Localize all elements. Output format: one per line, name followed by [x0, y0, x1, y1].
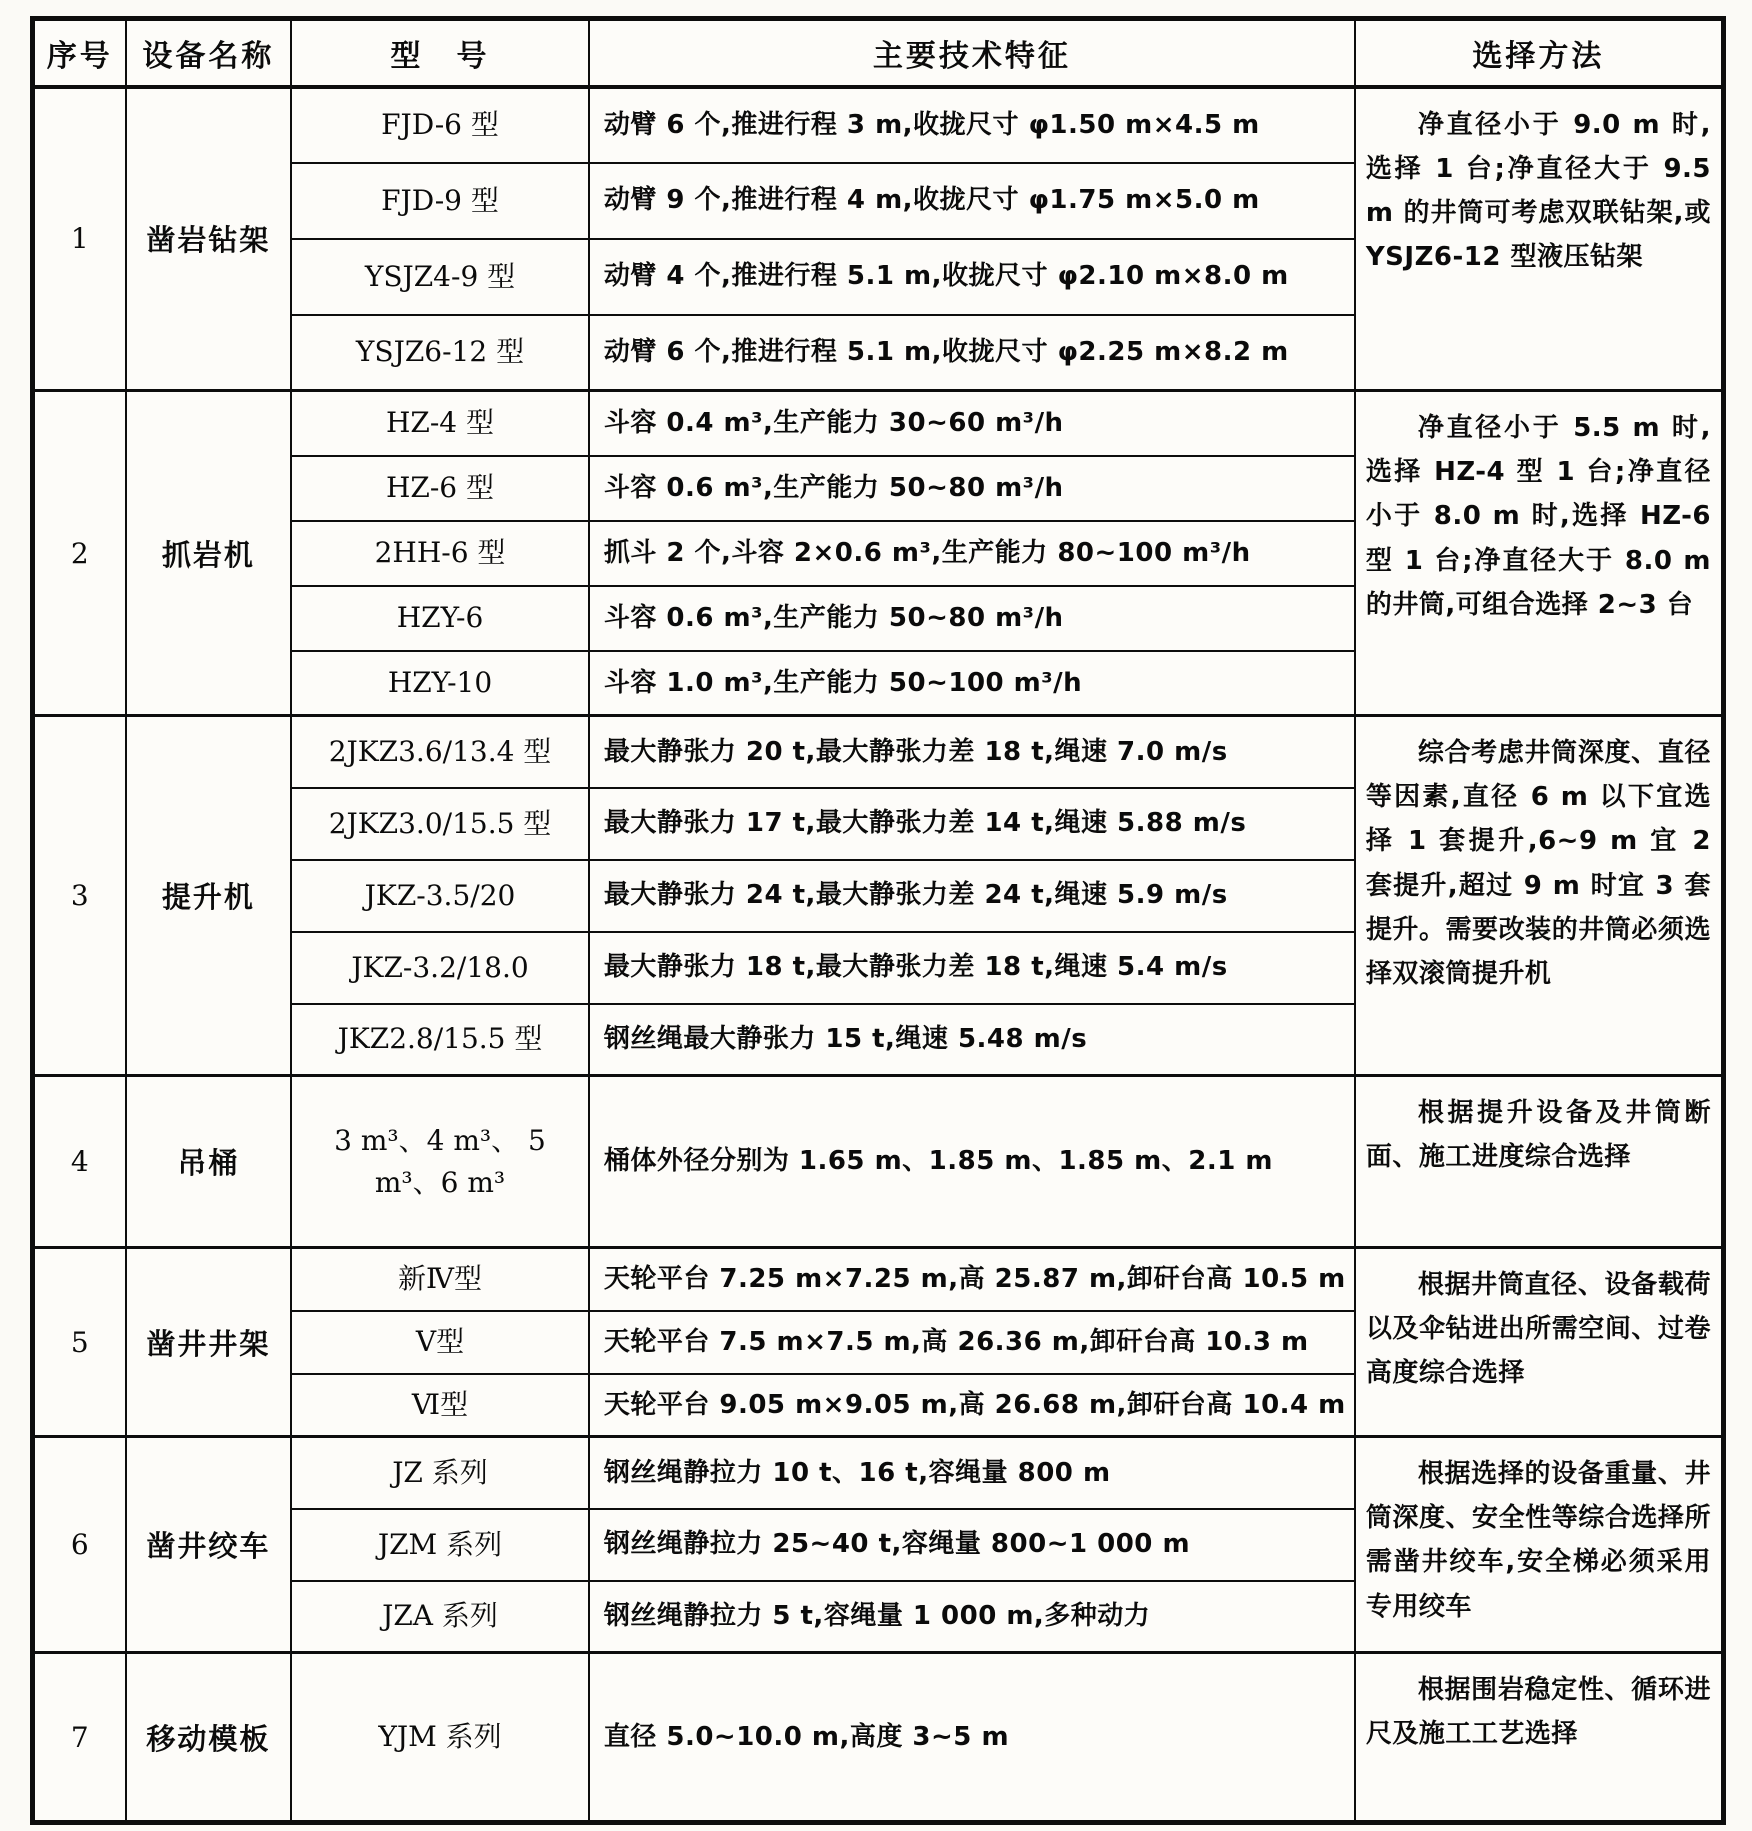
table-row [33, 87, 1724, 163]
model-cell: HZY-6 [291, 586, 589, 651]
method-cell: 根据选择的设备重量、井筒深度、安全性等综合选择所需凿井绞车,安全梯必须采用专用绞车 [1355, 1437, 1724, 1653]
seq-cell: 1 [33, 87, 126, 391]
table-row [33, 1653, 1724, 1823]
header-seq: 序号 [33, 19, 126, 87]
model-cell: JZ 系列 [291, 1437, 589, 1509]
model-cell: Ⅵ型 [291, 1374, 589, 1437]
method-cell: 综合考虑井筒深度、直径等因素,直径 6 m 以下宜选择 1 套提升,6~9 m 宜 2 套提升,超过 9 m 时宜 3 套提升。需要改装的井筒必须选择双滚筒提升机 [1355, 716, 1724, 1076]
model-cell: 2HH-6 型 [291, 521, 589, 586]
features-cell: 直径 5.0~10.0 m,高度 3~5 m [589, 1653, 1355, 1823]
model-cell: 2JKZ3.0/15.5 型 [291, 788, 589, 860]
features-cell: 斗容 1.0 m³,生产能力 50~100 m³/h [589, 651, 1355, 716]
table-row [33, 716, 1724, 788]
header-equipment-name: 设备名称 [126, 19, 292, 87]
model-cell: JKZ-3.5/20 [291, 860, 589, 932]
model-cell: YJM 系列 [291, 1653, 589, 1823]
features-cell: 斗容 0.6 m³,生产能力 50~80 m³/h [589, 456, 1355, 521]
model-cell: JZM 系列 [291, 1509, 589, 1581]
table-row [33, 391, 1724, 456]
features-cell: 天轮平台 9.05 m×9.05 m,高 26.68 m,卸矸台高 10.4 m [589, 1374, 1355, 1437]
equipment-name-cell: 提升机 [126, 716, 292, 1076]
features-cell: 钢丝绳静拉力 10 t、16 t,容绳量 800 m [589, 1437, 1355, 1509]
method-cell: 净直径小于 5.5 m 时,选择 HZ-4 型 1 台;净直径小于 8.0 m 时,选择 HZ-6 型 1 台;净直径大于 8.0 m 的井筒,可组合选择 2~3 台 [1355, 391, 1724, 716]
model-cell: FJD-9 型 [291, 163, 589, 239]
features-cell: 动臂 4 个,推进行程 5.1 m,收拢尺寸 φ2.10 m×8.0 m [589, 239, 1355, 315]
model-cell: YSJZ6-12 型 [291, 315, 589, 391]
features-cell: 斗容 0.6 m³,生产能力 50~80 m³/h [589, 586, 1355, 651]
model-cell: JKZ2.8/15.5 型 [291, 1004, 589, 1076]
table-row [33, 1076, 1724, 1248]
features-cell: 抓斗 2 个,斗容 2×0.6 m³,生产能力 80~100 m³/h [589, 521, 1355, 586]
seq-cell: 2 [33, 391, 126, 716]
features-cell: 钢丝绳最大静张力 15 t,绳速 5.48 m/s [589, 1004, 1355, 1076]
seq-cell: 5 [33, 1248, 126, 1437]
table-row [33, 1437, 1724, 1509]
method-cell: 根据提升设备及井筒断面、施工进度综合选择 [1355, 1076, 1724, 1248]
model-cell: 2JKZ3.6/13.4 型 [291, 716, 589, 788]
model-cell: HZ-4 型 [291, 391, 589, 456]
model-cell: JZA 系列 [291, 1581, 589, 1653]
method-cell: 根据井筒直径、设备载荷以及伞钻进出所需空间、过卷高度综合选择 [1355, 1248, 1724, 1437]
seq-cell: 4 [33, 1076, 126, 1248]
method-cell: 根据围岩稳定性、循环进尺及施工工艺选择 [1355, 1653, 1724, 1823]
seq-cell: 6 [33, 1437, 126, 1653]
equipment-name-cell: 移动模板 [126, 1653, 292, 1823]
features-cell: 最大静张力 24 t,最大静张力差 24 t,绳速 5.9 m/s [589, 860, 1355, 932]
equipment-name-cell: 吊桶 [126, 1076, 292, 1248]
features-cell: 动臂 6 个,推进行程 3 m,收拢尺寸 φ1.50 m×4.5 m [589, 87, 1355, 163]
features-cell: 天轮平台 7.25 m×7.25 m,高 25.87 m,卸矸台高 10.5 m [589, 1248, 1355, 1311]
features-cell: 天轮平台 7.5 m×7.5 m,高 26.36 m,卸矸台高 10.3 m [589, 1311, 1355, 1374]
table-row [33, 1248, 1724, 1311]
equipment-name-cell: 凿岩钻架 [126, 87, 292, 391]
model-cell: 3 m³、4 m³、 5 m³、6 m³ [291, 1076, 589, 1248]
equipment-selection-table [30, 16, 1726, 1825]
model-cell: 新Ⅳ型 [291, 1248, 589, 1311]
model-cell: YSJZ4-9 型 [291, 239, 589, 315]
model-cell: HZY-10 [291, 651, 589, 716]
header-method: 选择方法 [1355, 19, 1724, 87]
features-cell: 钢丝绳静拉力 5 t,容绳量 1 000 m,多种动力 [589, 1581, 1355, 1653]
header-features: 主要技术特征 [589, 19, 1355, 87]
features-cell: 最大静张力 20 t,最大静张力差 18 t,绳速 7.0 m/s [589, 716, 1355, 788]
equipment-name-cell: 抓岩机 [126, 391, 292, 716]
features-cell: 钢丝绳静拉力 25~40 t,容绳量 800~1 000 m [589, 1509, 1355, 1581]
header-model: 型 号 [291, 19, 589, 87]
model-cell: JKZ-3.2/18.0 [291, 932, 589, 1004]
features-cell: 动臂 9 个,推进行程 4 m,收拢尺寸 φ1.75 m×5.0 m [589, 163, 1355, 239]
features-cell: 动臂 6 个,推进行程 5.1 m,收拢尺寸 φ2.25 m×8.2 m [589, 315, 1355, 391]
model-cell: HZ-6 型 [291, 456, 589, 521]
features-cell: 最大静张力 18 t,最大静张力差 18 t,绳速 5.4 m/s [589, 932, 1355, 1004]
features-cell: 桶体外径分别为 1.65 m、1.85 m、1.85 m、2.1 m [589, 1076, 1355, 1248]
equipment-name-cell: 凿井绞车 [126, 1437, 292, 1653]
model-cell: FJD-6 型 [291, 87, 589, 163]
model-cell: Ⅴ型 [291, 1311, 589, 1374]
features-cell: 斗容 0.4 m³,生产能力 30~60 m³/h [589, 391, 1355, 456]
equipment-name-cell: 凿井井架 [126, 1248, 292, 1437]
header-row [33, 19, 1724, 87]
seq-cell: 7 [33, 1653, 126, 1823]
method-cell: 净直径小于 9.0 m 时,选择 1 台;净直径大于 9.5 m 的井筒可考虑双联钻架,或 YSJZ6-12 型液压钻架 [1355, 87, 1724, 391]
features-cell: 最大静张力 17 t,最大静张力差 14 t,绳速 5.88 m/s [589, 788, 1355, 860]
seq-cell: 3 [33, 716, 126, 1076]
